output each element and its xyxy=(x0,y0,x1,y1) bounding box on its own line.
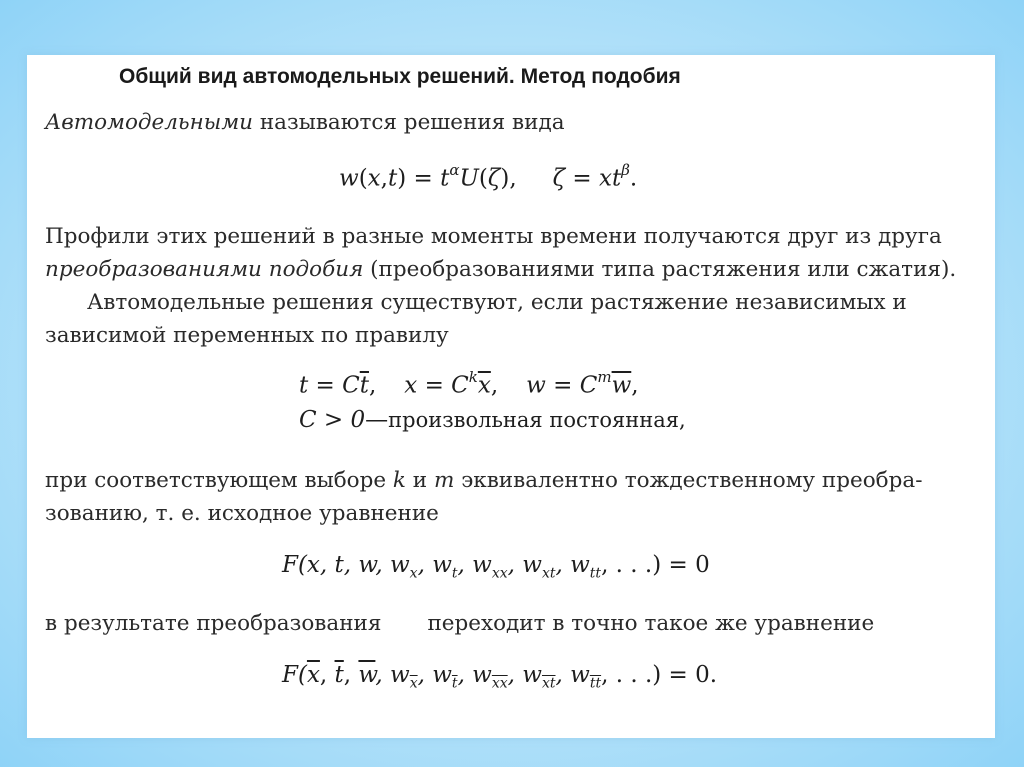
paragraph-profiles-line2: преобразованиями подобия (преобразованиями типа растяжения или сжатия). xyxy=(45,257,957,282)
paragraph-existence-line1: Автомодельные решения существуют, если растяжение независимых и xyxy=(87,290,907,315)
paragraph-definition xyxy=(45,110,565,135)
slide-title: Общий вид автомодельных решений. Метод подобия xyxy=(119,65,681,88)
similarity-term: преобразованиями подобия xyxy=(45,257,364,282)
formula-scaling: $t = C\overline{t}$, $x = C^k\overline{x}$, $w = C^m\overline{w}$, xyxy=(299,368,639,399)
slide xyxy=(27,55,995,738)
formula-constant: C > 0—произвольная постоянная, xyxy=(299,407,686,433)
slide-content xyxy=(27,55,995,738)
paragraph-result: в результате преобразования переходит в точно такое же уравнение xyxy=(45,611,875,636)
definition-rest: называются решения вида xyxy=(259,110,565,135)
paragraph-existence-line2: зависимой переменных по правилу xyxy=(45,323,449,348)
paragraph-choice-line2: зованию, т. е. исходное уравнение xyxy=(45,501,439,526)
definition-term: Автомодельными xyxy=(45,110,253,135)
formula-self-similar: $w(x,t) = t^\alpha U(\zeta)$, $\zeta = xt^\beta$. xyxy=(339,161,638,192)
formula-original-equation: F(x, t, w, $w_x$, $w_t$, $w_{xx}$, $w_{xt}$, $w_{tt}$, . . .) = 0 xyxy=(282,552,710,582)
paragraph-choice-line1: при соответствующем выборе k и m эквивалентно тождественному преобра- xyxy=(45,468,923,493)
formula-transformed-equation: $F(\overline{x}$, $\overline{t}$, $\overline{w}$, $w_{\overline{x}}$, $w_{\overline{t}}$, $w_{\overline{xx}}$, $w_{\overline{xt}}$, $w_{\overline{tt}}$, . . .) = 0. xyxy=(282,662,718,692)
paragraph-profiles-line1: Профили этих решений в разные моменты времени получаются друг из друга xyxy=(45,224,942,249)
